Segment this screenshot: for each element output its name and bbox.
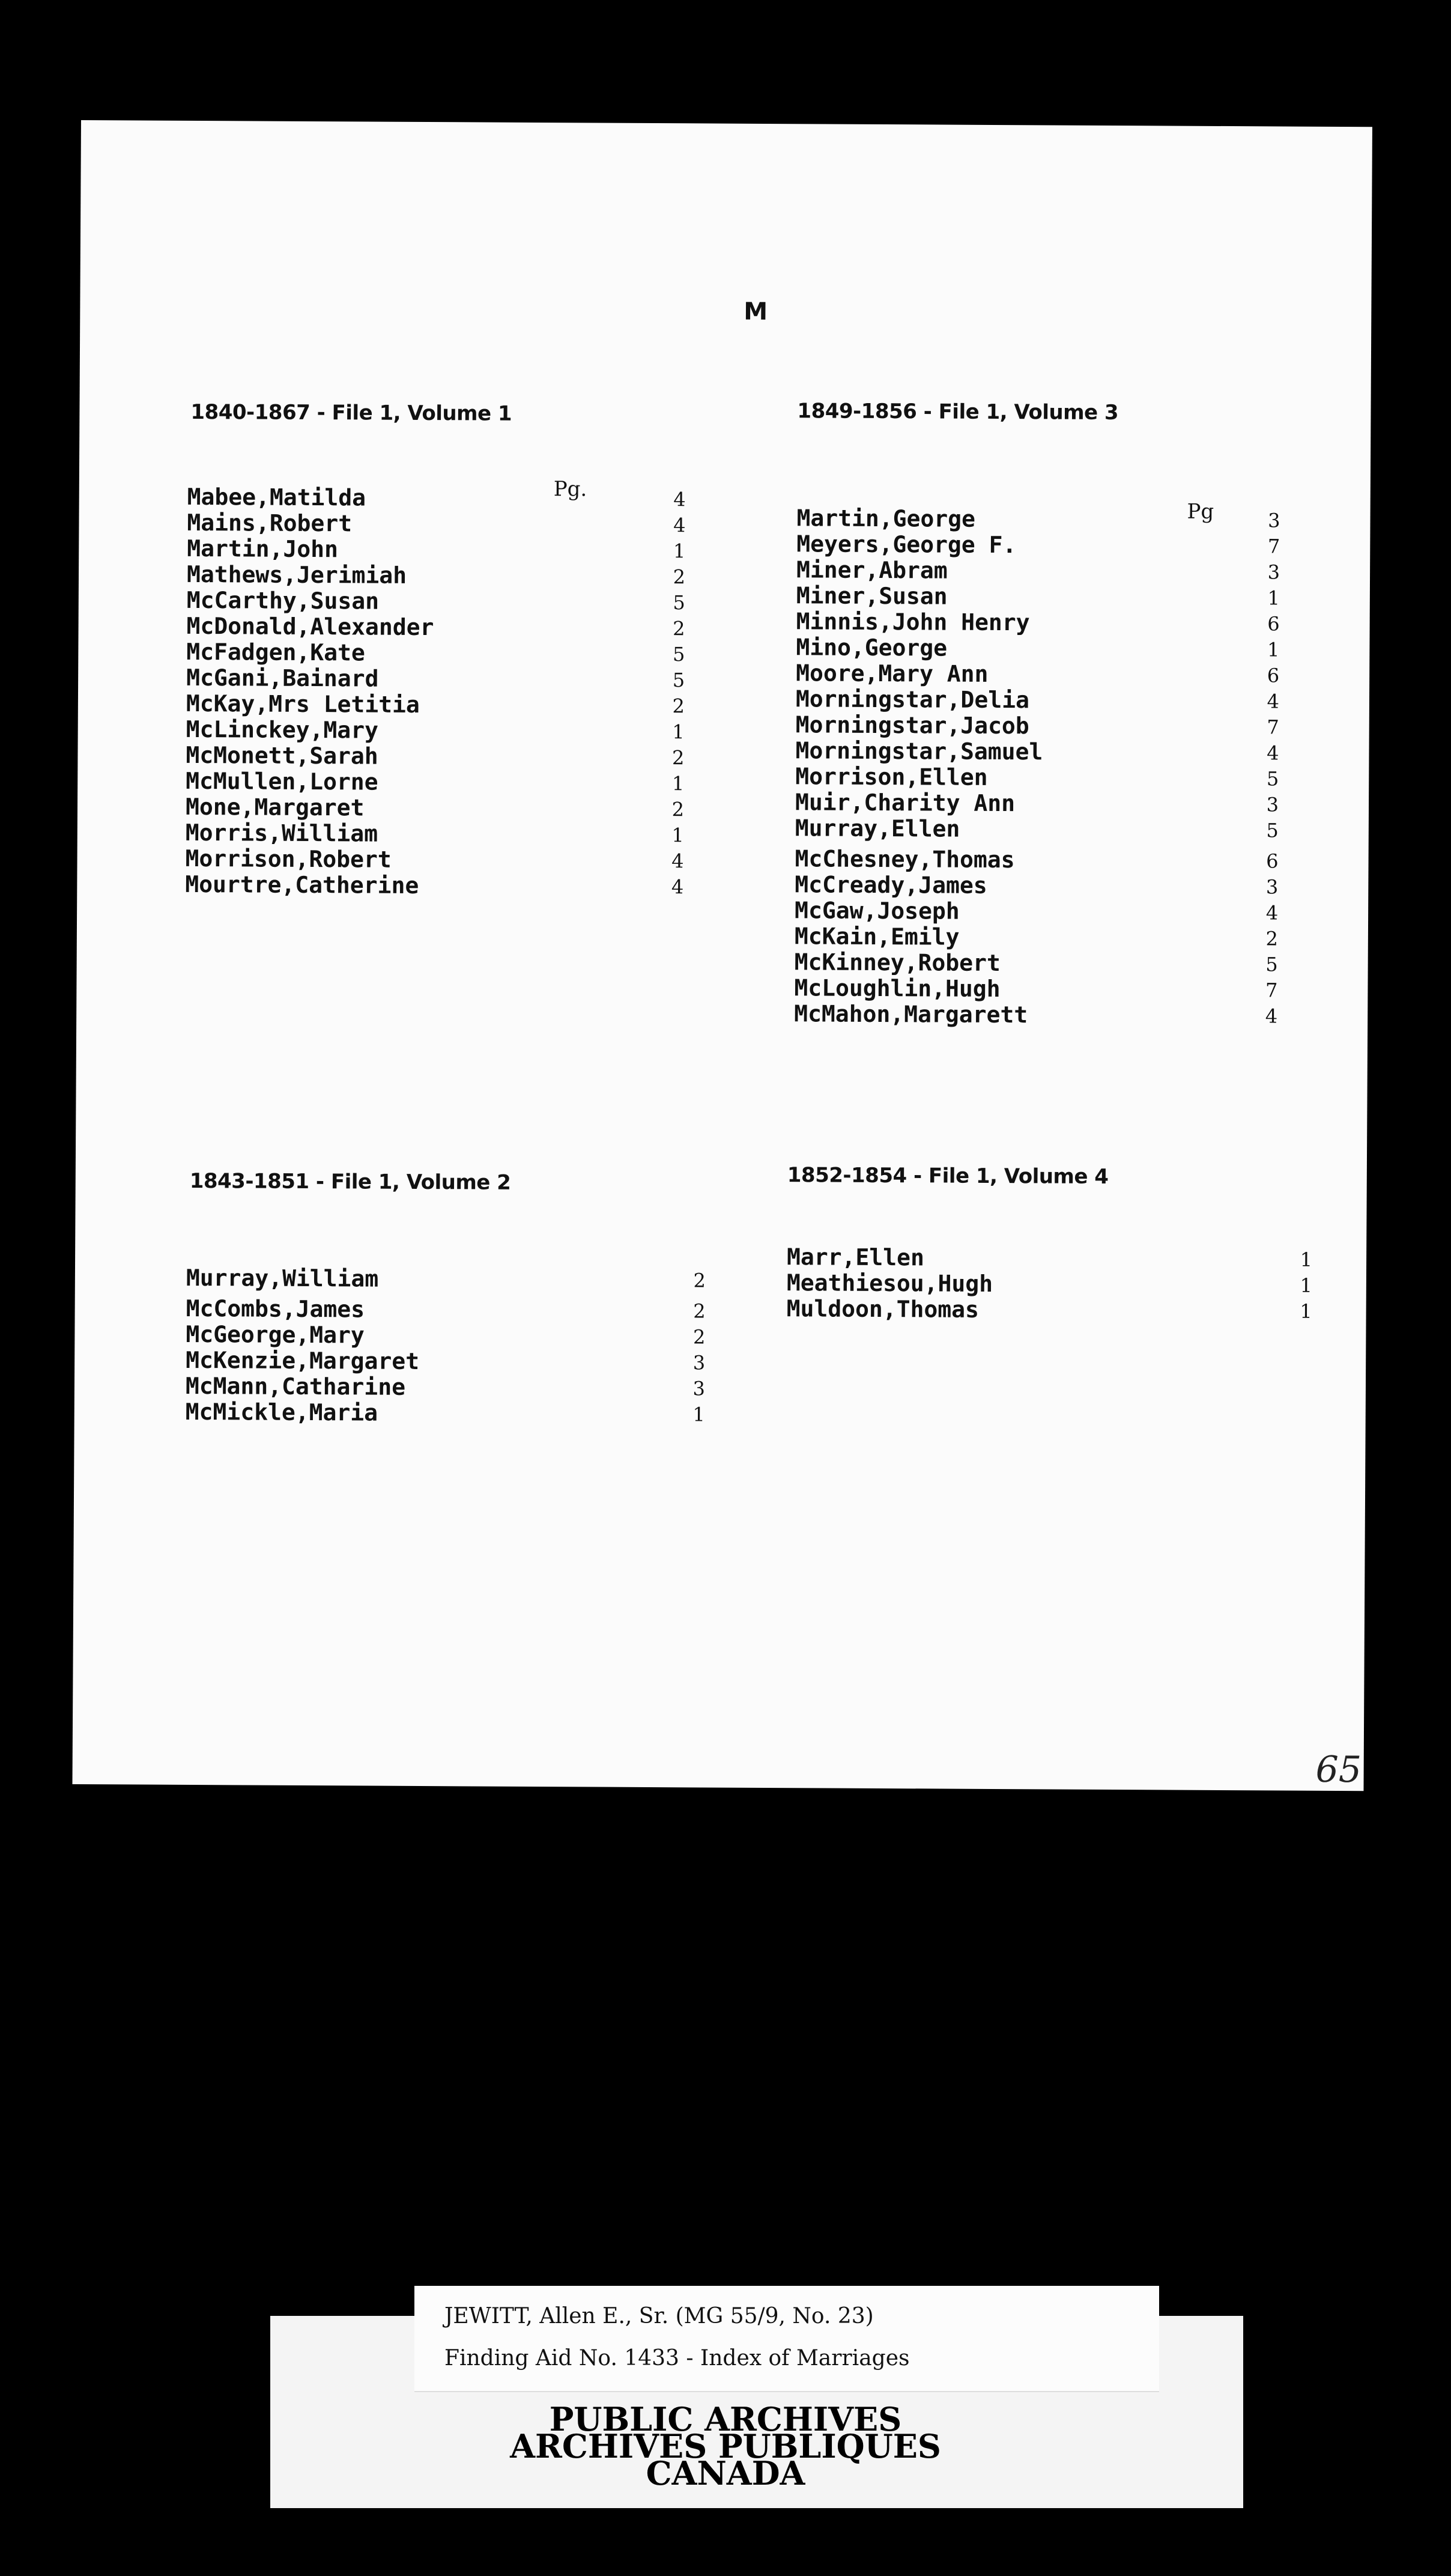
list-item: McMonett,Sarah 2 (186, 741, 685, 770)
index-page (72, 120, 1372, 1791)
list-item: Morrison,Robert 4 (185, 845, 684, 873)
list-item: McKain,Emily 2 (794, 923, 1278, 950)
list-item: Mino,George 1 (796, 634, 1280, 661)
entry-list-volume-1 (185, 484, 698, 900)
page-column-label: Pg. (553, 477, 587, 502)
list-item: McLinckey,Mary 1 (186, 715, 685, 744)
list-item: McCready,James 3 (795, 871, 1279, 899)
list-item: McGeorge,Mary 2 (186, 1320, 706, 1349)
list-item: McKinney,Robert 5 (794, 949, 1278, 977)
list-item: Martin,John 1 (187, 535, 686, 563)
list-item: Morrison,Ellen 5 (795, 763, 1279, 791)
sheet-number-handwritten: 65 (1315, 1748, 1362, 1791)
list-item: McChesney,Thomas 6 (795, 845, 1279, 873)
list-item: McFadgen,Kate 5 (186, 638, 685, 666)
list-item: McDonald,Alexander 2 (186, 612, 685, 641)
list-item: Mourtre,Catherine 4 (185, 870, 684, 899)
list-item: Mathews,Jerimiah 2 (186, 560, 686, 589)
finding-aid-label-line-2: Finding Aid No. 1433 - Index of Marriages (444, 2346, 910, 2371)
list-item: Morris,William 1 (185, 819, 684, 847)
section-heading-volume-1: 1840-1867 - File 1, Volume 1 (190, 399, 512, 426)
list-item: Meyers,George F. 7 (796, 530, 1280, 559)
archive-stamp-line-2: ARCHIVES PUBLIQUES (510, 2427, 941, 2465)
list-item: McLoughlin,Hugh 7 (794, 974, 1278, 1003)
list-item: Miner,Susan 1 (796, 582, 1280, 610)
archive-stamp-line-1: PUBLIC ARCHIVES (549, 2400, 902, 2438)
list-item: Murray,Ellen 5 (795, 815, 1279, 842)
list-item: McMullen,Lorne 1 (186, 767, 685, 795)
list-item: Muir,Charity Ann 3 (795, 789, 1279, 817)
entry-list-volume-4 (787, 1244, 1328, 1325)
section-heading-volume-2: 1843-1851 - File 1, Volume 2 (189, 1168, 511, 1195)
list-item: McGaw,Joseph 4 (795, 897, 1279, 925)
list-item: McGani,Bainard 5 (186, 664, 685, 692)
entry-list-volume-2 (185, 1264, 706, 1427)
list-item: Miner,Abram 3 (796, 556, 1280, 584)
list-item: Mone,Margaret 2 (185, 793, 685, 821)
entry-list-volume-3 (794, 505, 1337, 1030)
archive-stamp-line-3: CANADA (646, 2454, 805, 2492)
list-item: Morningstar,Jacob 7 (795, 711, 1279, 740)
list-item: Moore,Mary Ann 6 (796, 660, 1280, 687)
finding-aid-label (414, 2286, 1159, 2392)
list-item: McCarthy,Susan 5 (186, 586, 685, 615)
list-item: Martin,George 3 (796, 505, 1280, 532)
list-item: Mains,Robert 4 (187, 509, 686, 537)
list-item: Morningstar,Delia 4 (795, 685, 1280, 714)
list-item: Marr,Ellen 1 (786, 1244, 1313, 1271)
list-item: McMann,Catharine 3 (185, 1372, 706, 1400)
list-item: McMahon,Margarett 4 (794, 1000, 1278, 1028)
finding-aid-label-line-1: JEWITT, Allen E., Sr. (MG 55/9, No. 23) (444, 2304, 874, 2328)
list-item: Murray,William 2 (186, 1264, 706, 1292)
list-item: McCombs,James 2 (186, 1295, 706, 1323)
section-heading-volume-4: 1852-1854 - File 1, Volume 4 (787, 1163, 1109, 1189)
section-heading-volume-3: 1849-1856 - File 1, Volume 3 (797, 399, 1119, 425)
list-item: Minnis,John Henry 6 (796, 608, 1280, 636)
list-item: McMickle,Maria 1 (185, 1398, 705, 1426)
list-item: Mabee,Matilda 4 (187, 483, 686, 511)
page-column-label: Pg (1187, 499, 1214, 524)
index-letter-heading: M (744, 297, 768, 326)
list-item: McKay,Mrs Letitia 2 (186, 690, 685, 718)
list-item: McKenzie,Margaret 3 (186, 1346, 706, 1375)
list-item: Morningstar,Samuel 4 (795, 737, 1279, 765)
list-item: Muldoon,Thomas 1 (786, 1295, 1312, 1323)
list-item: Meathiesou,Hugh 1 (786, 1269, 1312, 1297)
